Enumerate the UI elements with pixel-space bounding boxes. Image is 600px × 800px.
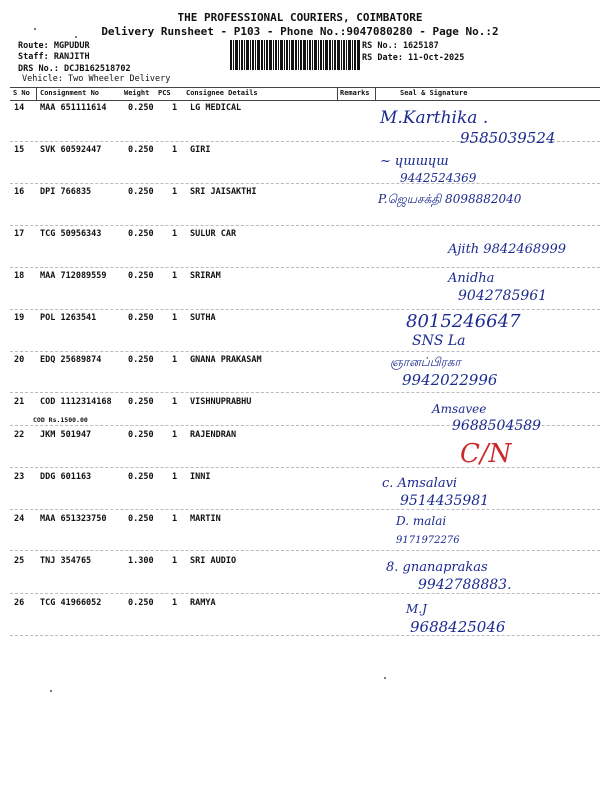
vehicle-label: Vehicle: Two Wheeler Delivery	[22, 74, 171, 84]
signature-name: D. malai	[396, 514, 447, 528]
signature-name: M.Karthika .	[380, 108, 489, 128]
signature-name: SNS La	[412, 333, 466, 349]
row-consignment: TNJ 354765	[40, 556, 92, 566]
signature-phone: 9042785961	[458, 288, 548, 304]
row-sno: 15	[14, 145, 25, 155]
signature	[360, 428, 600, 470]
row-pcs: 1	[172, 556, 178, 566]
signature-name: M.J	[406, 602, 427, 616]
row-separator	[10, 593, 600, 594]
company-title: THE PROFESSIONAL COURIERS, COIMBATORE	[177, 11, 423, 24]
row-weight: 0.250	[128, 271, 154, 281]
row-pcs: 1	[172, 103, 178, 113]
row-sno: 22	[14, 430, 25, 440]
drs-label: DRS No.: DCJB162518702	[18, 64, 131, 74]
signature-name: Amsavee	[432, 402, 487, 416]
row-consignment: JKM 501947	[40, 430, 92, 440]
col-divider	[36, 87, 37, 100]
rs-number: RS No.: 1625187	[362, 41, 439, 51]
row-consignment: EDQ 25689874	[40, 355, 102, 365]
signature	[360, 349, 600, 393]
col-header-remarks: Remarks	[340, 89, 370, 97]
row-pcs: 1	[172, 187, 178, 197]
scan-speck	[75, 36, 77, 38]
row-sno: 16	[14, 187, 25, 197]
row-pcs: 1	[172, 145, 178, 155]
row-weight: 0.250	[128, 430, 154, 440]
signature-name: Anidha	[448, 271, 495, 286]
col-header-pcs: PCS	[158, 89, 171, 97]
row-consignment: MAA 651111614	[40, 103, 107, 113]
row-sno: 21	[14, 397, 25, 407]
row-pcs: 1	[172, 229, 178, 239]
row-consignee: LG MEDICAL	[190, 103, 242, 113]
row-consignment: MAA 712089559	[40, 271, 107, 281]
signature-phone: 9688425046	[410, 618, 506, 636]
row-consignee: SUTHA	[190, 313, 216, 323]
col-divider	[337, 87, 338, 100]
row-consignee: SRIRAM	[190, 271, 221, 281]
header-bottom-rule	[10, 100, 600, 101]
row-weight: 1.300	[128, 556, 154, 566]
cod-amount: COD Rs.1500.00	[33, 416, 88, 424]
col-header-sno: S No	[13, 89, 30, 97]
row-consignee: GIRI	[190, 145, 211, 155]
row-pcs: 1	[172, 472, 178, 482]
row-sno: 25	[14, 556, 25, 566]
staff-label: Staff: RANJITH	[18, 52, 90, 62]
signature-name: ஞானப்பிரகா	[390, 355, 461, 369]
signature	[360, 467, 600, 509]
signature	[360, 183, 600, 225]
signature	[360, 103, 600, 145]
barcode	[230, 40, 360, 70]
header-top-rule	[10, 87, 600, 88]
signature-phone: 8015246647	[406, 311, 521, 332]
row-consignee: MARTIN	[190, 514, 221, 524]
signature-phone: 9585039524	[460, 129, 556, 145]
signature-name: c. Amsalavi	[382, 476, 458, 491]
row-consignment: MAA 651323750	[40, 514, 107, 524]
signature-mark: C/N	[460, 439, 512, 469]
row-weight: 0.250	[128, 145, 154, 155]
row-sno: 26	[14, 598, 25, 608]
scan-speck	[384, 677, 386, 679]
row-sno: 19	[14, 313, 25, 323]
row-weight: 0.250	[128, 514, 154, 524]
row-weight: 0.250	[128, 229, 154, 239]
signature	[360, 509, 600, 551]
signature-phone: 9942788883.	[418, 577, 512, 593]
signature-phone: 9942022996	[402, 371, 498, 389]
row-pcs: 1	[172, 430, 178, 440]
col-header-consignee: Consignee Details	[186, 89, 258, 97]
signature-phone: 9442524369	[400, 171, 477, 185]
row-consignment: DDG 601163	[40, 472, 92, 482]
signature	[360, 145, 600, 187]
signature-phone: 9688504589	[452, 418, 542, 434]
row-sno: 20	[14, 355, 25, 365]
row-pcs: 1	[172, 313, 178, 323]
row-weight: 0.250	[128, 355, 154, 365]
row-consignee: RAJENDRAN	[190, 430, 237, 440]
scan-speck	[34, 28, 36, 30]
signature-name: 8. gnanaprakas	[386, 560, 488, 575]
row-pcs: 1	[172, 271, 178, 281]
rs-date: RS Date: 11-Oct-2025	[362, 53, 465, 63]
row-consignee: SRI AUDIO	[190, 556, 237, 566]
route-label: Route: MGPUDUR	[18, 41, 90, 51]
row-weight: 0.250	[128, 598, 154, 608]
row-consignment: TCG 41966052	[40, 598, 102, 608]
col-header-weight: Weight	[124, 89, 150, 97]
runsheet-subtitle: Delivery Runsheet - P103 - Phone No.:9047080280 - Page No.:2	[101, 25, 499, 38]
row-consignee: GNANA PRAKASAM	[190, 355, 262, 365]
row-sno: 17	[14, 229, 25, 239]
row-consignee: VISHNUPRABHU	[190, 397, 252, 407]
row-pcs: 1	[172, 598, 178, 608]
row-consignment: TCG 50956343	[40, 229, 102, 239]
col-divider	[375, 87, 376, 100]
signature-line: P.ஜெயசக்தி 8098882040	[378, 192, 522, 206]
row-sno: 18	[14, 271, 25, 281]
signature	[360, 267, 600, 309]
row-consignee: SRI JAISAKTHI	[190, 187, 257, 197]
row-weight: 0.250	[128, 103, 154, 113]
row-weight: 0.250	[128, 313, 154, 323]
row-consignee: RAMYA	[190, 598, 216, 608]
scan-speck	[50, 690, 52, 692]
row-consignee: SULUR CAR	[190, 229, 237, 239]
row-pcs: 1	[172, 355, 178, 365]
col-header-signature: Seal & Signature	[400, 89, 468, 97]
row-sno: 14	[14, 103, 25, 113]
row-weight: 0.250	[128, 397, 154, 407]
row-pcs: 1	[172, 397, 178, 407]
row-consignment: COD 1112314168	[40, 397, 112, 407]
signature	[360, 225, 600, 267]
signature	[360, 307, 600, 351]
row-sno: 23	[14, 472, 25, 482]
signature-phone: 9514435981	[400, 493, 490, 509]
row-consignment: POL 1263541	[40, 313, 97, 323]
row-pcs: 1	[172, 514, 178, 524]
row-consignment: SVK 60592447	[40, 145, 102, 155]
signature-name: ~ ɥɯɯɥɯ	[380, 154, 449, 169]
col-header-consignment: Consignment No	[40, 89, 100, 97]
row-weight: 0.250	[128, 187, 154, 197]
signature	[360, 551, 600, 593]
signature-line: Ajith 9842468999	[448, 242, 567, 257]
row-consignee: INNI	[190, 472, 211, 482]
row-weight: 0.250	[128, 472, 154, 482]
signature	[360, 597, 600, 639]
signature-phone: 9171972276	[396, 535, 460, 546]
row-sno: 24	[14, 514, 25, 524]
row-consignment: DPI 766835	[40, 187, 92, 197]
